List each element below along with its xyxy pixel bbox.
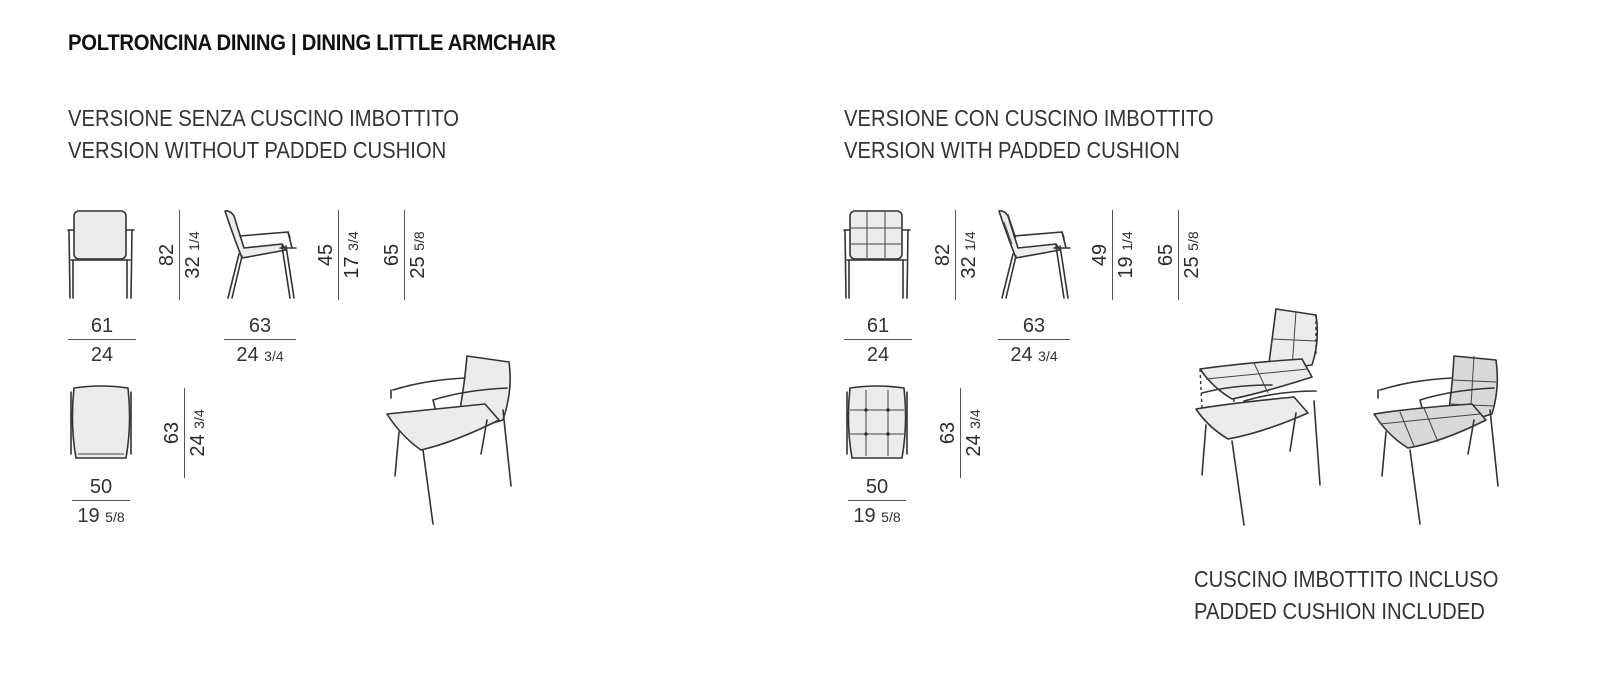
dim-cm: 61: [866, 315, 890, 337]
heading-italian: VERSIONE CON CUSCINO IMBOTTITO: [844, 105, 1214, 131]
perspective-chair-drawing: [385, 350, 520, 530]
dim-top-depth: [160, 388, 215, 478]
front-view-chair-drawing: [66, 208, 138, 300]
dim-cm: 63: [161, 421, 183, 445]
inch-whole: 25: [1181, 256, 1203, 279]
dim-cm: 45: [315, 243, 337, 267]
dim-seat-height: [1088, 210, 1143, 300]
inch-fraction: 3/4: [264, 348, 284, 364]
inch-fraction: 1/4: [962, 231, 978, 251]
dim-inch: [338, 210, 365, 300]
exploded-cushion-chair-drawing: [1192, 305, 1327, 530]
dim-overall-height: [155, 210, 210, 300]
inch-fraction: 3/4: [345, 231, 361, 251]
section-heading-without-cushion: [68, 102, 459, 166]
dim-cm: 49: [1089, 243, 1111, 267]
heading-italian: VERSIONE SENZA CUSCINO IMBOTTITO: [68, 105, 459, 131]
dim-inch: [68, 339, 136, 371]
dim-inch: [848, 500, 906, 532]
inch-whole: 32: [958, 256, 980, 279]
dim-inch: [955, 210, 982, 300]
inch-whole: 19: [1115, 256, 1137, 279]
note-italian: CUSCINO IMBOTTITO INCLUSO: [1194, 566, 1499, 592]
inch-fraction: 1/4: [186, 231, 202, 251]
dim-inch: [404, 210, 431, 300]
dim-inch: [844, 339, 912, 371]
dim-cm: 50: [89, 476, 113, 498]
dim-front-width: [844, 313, 912, 371]
dim-front-width: [68, 313, 136, 371]
inch-whole: 32: [182, 256, 204, 279]
inch-fraction: 5/8: [881, 509, 901, 525]
dim-inch: [1178, 210, 1205, 300]
dim-inch: [998, 339, 1070, 371]
inch-whole: 24: [866, 344, 890, 366]
dim-arm-height: [380, 210, 435, 300]
cushion-included-note: [1194, 563, 1498, 627]
dim-top-width: [848, 474, 906, 532]
page-title: POLTRONCINA DINING | DINING LITTLE ARMCHAIR: [68, 30, 556, 55]
section-heading-with-cushion: [844, 102, 1214, 166]
top-view-chair-drawing: [68, 384, 134, 462]
dim-cm: 65: [381, 243, 403, 267]
side-view-cushion-chair-drawing: [996, 208, 1076, 300]
dim-inch: [1112, 210, 1139, 300]
inch-whole: 24: [1010, 344, 1033, 366]
dim-overall-height: [931, 210, 986, 300]
dim-cm: 63: [937, 421, 959, 445]
inch-fraction: 5/8: [105, 509, 125, 525]
inch-fraction: 5/8: [1185, 231, 1201, 251]
dim-inch: [179, 210, 206, 300]
inch-whole: 24: [90, 344, 114, 366]
heading-english: VERSION WITHOUT PADDED CUSHION: [68, 137, 447, 163]
assembled-cushion-chair-drawing: [1372, 350, 1507, 530]
dim-top-width: [72, 474, 130, 532]
dim-cm: 82: [156, 243, 178, 267]
inch-fraction: 3/4: [191, 409, 207, 429]
dim-inch: [72, 500, 130, 532]
inch-whole: 24: [236, 344, 259, 366]
dim-cm: 50: [865, 476, 889, 498]
inch-whole: 19: [853, 505, 876, 527]
heading-english: VERSION WITH PADDED CUSHION: [844, 137, 1180, 163]
dim-cm: 63: [248, 315, 272, 337]
inch-fraction: 3/4: [1038, 348, 1058, 364]
dim-side-depth: [998, 313, 1070, 371]
inch-fraction: 3/4: [967, 409, 983, 429]
dim-cm: 65: [1155, 243, 1177, 267]
dim-cm: 82: [932, 243, 954, 267]
inch-fraction: 5/8: [411, 231, 427, 251]
inch-whole: 24: [187, 434, 209, 457]
dim-cm: 63: [1022, 315, 1046, 337]
side-view-chair-drawing: [222, 208, 302, 300]
dim-top-depth: [936, 388, 991, 478]
dim-seat-height: [314, 210, 369, 300]
front-view-cushion-chair-drawing: [842, 208, 914, 300]
dim-cm: 61: [90, 315, 114, 337]
dim-inch: [224, 339, 296, 371]
top-view-cushion-chair-drawing: [844, 384, 910, 462]
inch-fraction: 1/4: [1119, 231, 1135, 251]
dim-inch: [184, 388, 211, 478]
inch-whole: 25: [407, 256, 429, 279]
note-english: PADDED CUSHION INCLUDED: [1194, 598, 1485, 624]
dim-arm-height: [1154, 210, 1209, 300]
inch-whole: 19: [77, 505, 100, 527]
dim-inch: [960, 388, 987, 478]
inch-whole: 17: [341, 256, 363, 279]
inch-whole: 24: [963, 434, 985, 457]
dim-side-depth: [224, 313, 296, 371]
